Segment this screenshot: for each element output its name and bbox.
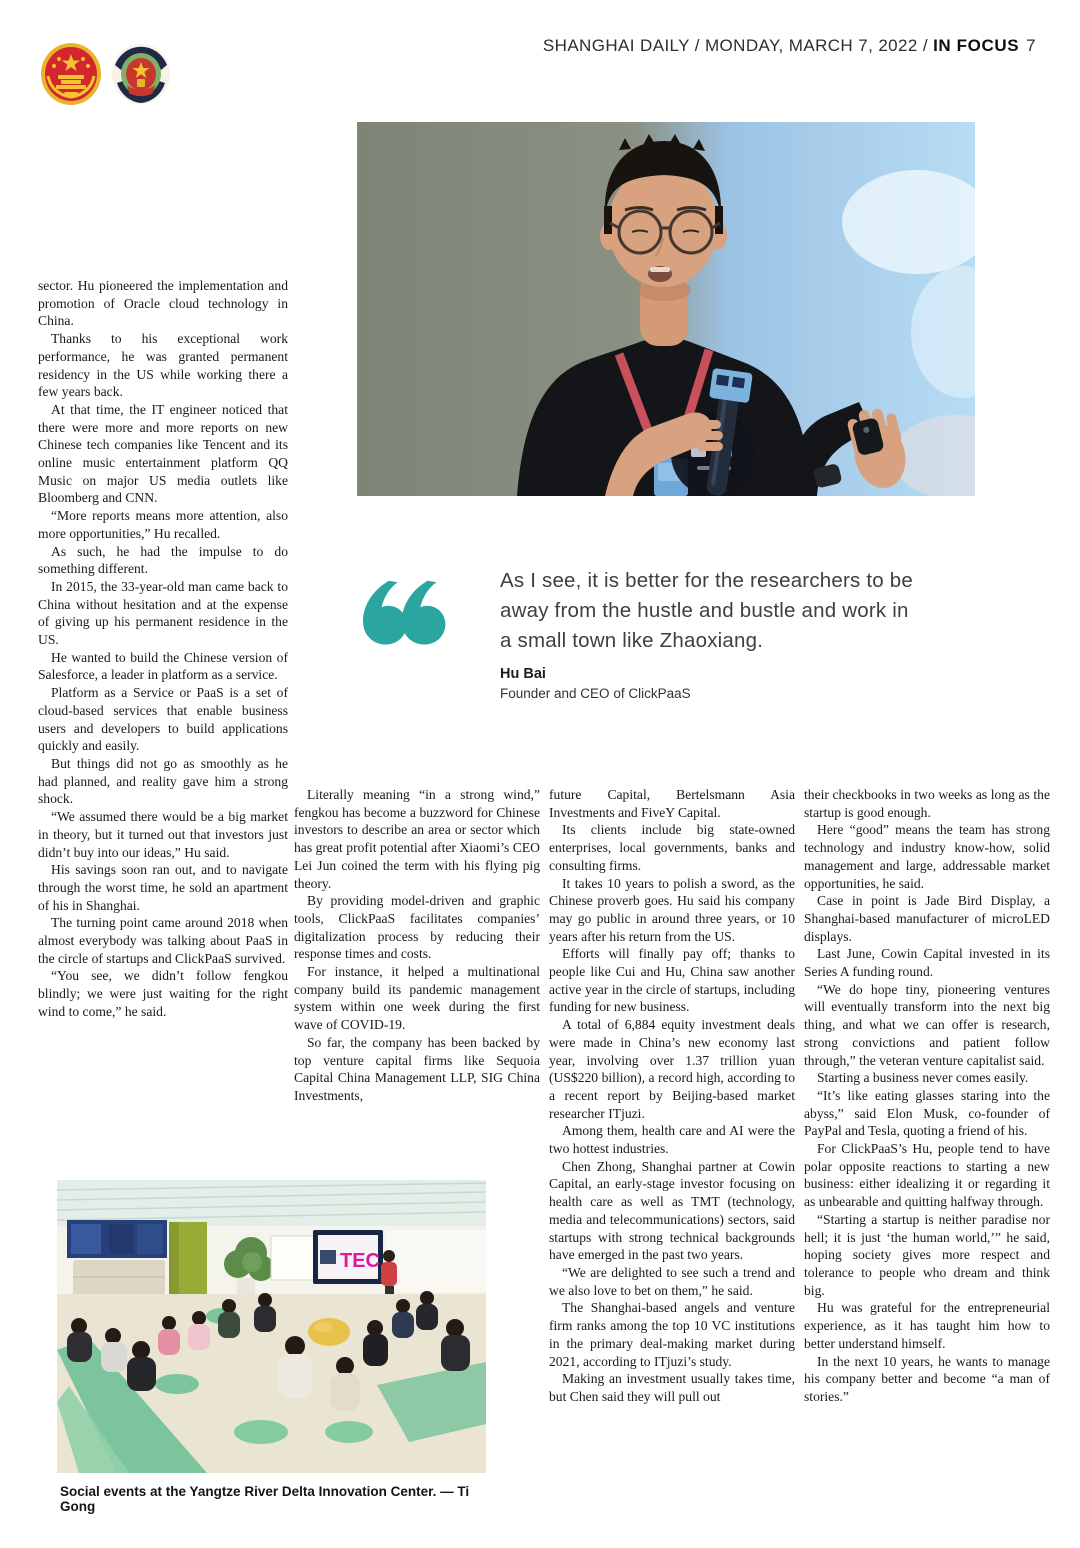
article-paragraph: “We are delighted to see such a trend and we also love to bet on them,” he said.: [549, 1264, 795, 1298]
masthead-date: SHANGHAI DAILY / MONDAY, MARCH 7, 2022 /: [542, 36, 934, 55]
quote-mark-icon: [363, 573, 447, 653]
page-number: 7: [1026, 36, 1036, 55]
article-column-3: [549, 786, 795, 1406]
article-paragraph: A total of 6,884 equity investment deals were made in China’s new economy last year, involving over 1.37 trillion yuan (US$220 billion), a record high, according to a recent report by Beijing-based market researcher ITjuzi.: [549, 1017, 795, 1121]
article-paragraph: sector. Hu pioneered the implementation and promotion of Oracle cloud technology in China.: [38, 278, 288, 329]
article-paragraph: Case in point is Jade Bird Display, a Shanghai-based manufacturer of microLED displays.: [804, 893, 1050, 944]
innovation-center-illustration: [57, 1180, 486, 1473]
article-paragraph: The turning point came around 2018 when almost everybody was talking about PaaS in the circle of startups and ClickPaaS survived.: [38, 915, 288, 966]
article-paragraph: As such, he had the impulse to do something different.: [38, 543, 288, 577]
article-paragraph: Last June, Cowin Capital invested in its Series A funding round.: [804, 946, 1050, 980]
quote-author: Hu Bai: [500, 666, 546, 682]
article-column-2: [294, 786, 540, 1105]
article-paragraph: Chen Zhong, Shanghai partner at Cowin Capital, an early-stage investor focusing on health care as well as TMT (technology, media and telecommunications) sectors, said startups with strong technical backgrounds have emerged in the past two years.: [549, 1158, 795, 1263]
article-paragraph: Its clients include big state-owned enterprises, local governments, banks and consulting firms.: [549, 822, 795, 873]
photo-caption: Social events at the Yangtze River Delta Innovation Center. — Ti Gong: [60, 1484, 470, 1514]
main-photo: [357, 122, 975, 496]
masthead-section: IN FOCUS: [933, 36, 1020, 55]
article-paragraph: their checkbooks in two weeks as long as the startup is good enough.: [804, 787, 1050, 820]
article-paragraph: For instance, it helped a multinational company build its pandemic management system within one week during the first wave of COVID-19.: [294, 964, 540, 1033]
article-paragraph: future Capital, Bertelsmann Asia Investments and FiveY Capital.: [549, 787, 795, 820]
article-paragraph: “It’s like eating glasses staring into the abyss,” said Elon Musk, co-founder of PayPal and Tesla, quoting a friend of his.: [804, 1087, 1050, 1139]
article-paragraph: Thanks to his exceptional work performance, he was granted permanent residency in the US while working there a few years back.: [38, 331, 288, 400]
article-paragraph: Here “good” means the team has strong technology and industry know-how, solid management and large, addressable market opportunities, he said.: [804, 822, 1050, 891]
article-paragraph: Making an investment usually takes time, but Chen said they will pull out: [549, 1371, 795, 1404]
article-paragraph: So far, the company has been backed by top venture capital firms like Sequoia Capital China Management LLP, SIG China Investments,: [294, 1034, 540, 1103]
article-paragraph: Literally meaning “in a strong wind,” fengkou has become a buzzword for Chinese investors to describe an area or sector which has great profit potential after Xiaomi’s CEO Lei Jun coined the term with his flying pig theory.: [294, 787, 540, 891]
article-paragraph: In the next 10 years, he wants to manage his company better and become “a man of stories.”: [804, 1353, 1050, 1404]
china-national-emblem-icon: [40, 42, 102, 106]
article-paragraph: Hu was grateful for the entrepreneurial experience, as it has taught him how to better understand himself.: [804, 1300, 1050, 1351]
pull-quote-text: As I see, it is better for the researchers to be away from the hustle and bustle and work in a small town like Zhaoxiang.: [500, 569, 913, 652]
article-paragraph: “We assumed there would be a big market in theory, but it turned out that investors just didn’t buy into our ideas,” Hu said.: [38, 809, 288, 860]
article-paragraph: It takes 10 years to polish a sword, as the Chinese proverb goes. Hu said his company may go public in around three years, or 10 years after his return from the US.: [549, 875, 795, 944]
speaker-illustration: [357, 122, 975, 496]
article-paragraph: Starting a business never comes easily.: [817, 1070, 1029, 1086]
emblem-row: [40, 42, 171, 106]
quote-author-title: Founder and CEO of ClickPaaS: [500, 686, 691, 701]
article-column-1: [38, 277, 288, 1021]
article-paragraph: “More reports means more attention, also more opportunities,” Hu recalled.: [38, 508, 288, 541]
article-column-4: [804, 786, 1050, 1406]
screen-text: TEC: [340, 1250, 380, 1272]
article-paragraph: At that time, the IT engineer noticed that there were more and more reports on new Chinese tech companies like Tencent and its online music entertainment platform QQ Music on major US media outlets like Bloomberg and CNN.: [38, 401, 288, 506]
article-paragraph: He wanted to build the Chinese version of Salesforce, a leader in platform as a service.: [38, 649, 288, 683]
article-paragraph: For ClickPaaS’s Hu, people tend to have polar opposite reactions to starting a new business: either idealizing it or regarding it as unbearable and quitting halfway through.: [804, 1141, 1050, 1210]
cppcc-emblem-icon: [111, 43, 171, 105]
article-paragraph: Platform as a Service or PaaS is a set of cloud-based services that enable business users and developers to build applications quickly and easily.: [38, 685, 288, 754]
article-paragraph: Efforts will finally pay off; thanks to people like Cui and Hu, China saw another active year in the circle of startups, including funding for new business.: [549, 946, 795, 1015]
article-paragraph: “Starting a startup is neither paradise nor hell; it is just ‘the human world,’” he said, hoping society gives more respect and tolerance to people who dream and think big.: [804, 1211, 1050, 1298]
audience-photo: [57, 1180, 486, 1473]
article-paragraph: Among them, health care and AI were the two hottest industries.: [549, 1123, 795, 1157]
article-paragraph: By providing model-driven and graphic tools, ClickPaaS facilitates companies’ digitalization process by reducing their response times and costs.: [294, 893, 540, 962]
article-paragraph: His savings soon ran out, and to navigate through the worst time, he sold an apartment of his in Shanghai.: [38, 862, 288, 913]
article-paragraph: But things did not go as smoothly as he had planned, and reality gave him a strong shock.: [38, 755, 288, 807]
article-paragraph: In 2015, the 33-year-old man came back to China without hesitation and at the expense of giving up his permanent residence in the US.: [38, 578, 288, 648]
article-paragraph: “We do hope tiny, pioneering ventures will eventually transform into the next big thing, and what we can offer is research, strong convictions and patient follow through,” the veteran venture capitalist said.: [804, 981, 1050, 1068]
masthead: [543, 36, 1036, 56]
article-paragraph: “You see, we didn’t follow fengkou blindly; we were just waiting for the right wind to come,” he said.: [38, 968, 288, 1019]
article-paragraph: The Shanghai-based angels and venture firm ranks among the top 10 VC institutions in the primary deal-making market during 2021, according to ITjuzi’s study.: [549, 1300, 795, 1369]
